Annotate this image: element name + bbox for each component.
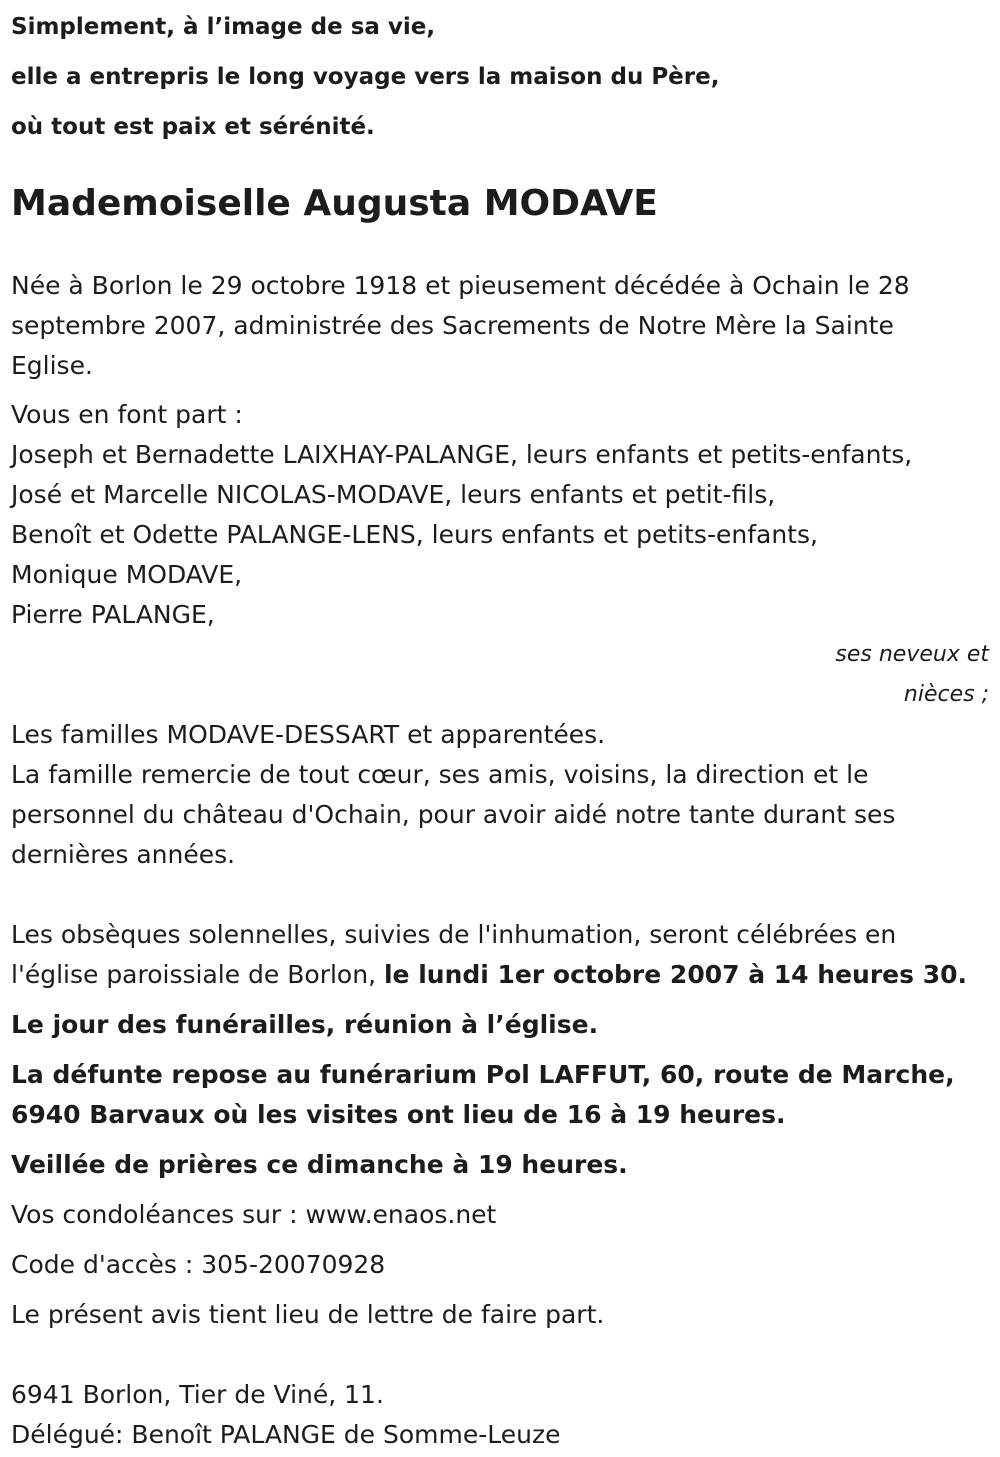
text-line: La défunte repose au funérarium Pol LAFFUT, 60, route de Marche, [11,1060,955,1089]
obituary-notice [11,0,991,1455]
funeral-paragraph [11,915,991,995]
rest-paragraph [11,1055,991,1135]
families-line: Les familles MODAVE-DESSART et apparentées. [11,720,606,749]
access-code-line: Code d'accès : 305-20070928 [11,1250,386,1279]
address-line: 6941 Borlon, Tier de Viné, 11. [11,1380,384,1409]
family-member: Benoît et Odette PALANGE-LENS, leurs enfants et petits-enfants, [11,520,818,549]
condolences-line: Vos condoléances sur : www.enaos.net [11,1200,497,1229]
intro-line: Simplement, à l’image de sa vie, [11,14,436,40]
intro-verse [11,2,991,152]
relation-line: nièces ; [903,682,989,707]
text-line: Eglise. [11,351,93,380]
relation-line: ses neveux et [835,642,989,667]
funeral-date: le lundi 1er octobre 2007 à 14 heures 30. [383,960,967,989]
relation-note [11,635,991,715]
intro-line: elle a entrepris le long voyage vers la maison du Père, [11,64,720,90]
deceased-name: Mademoiselle Augusta MODAVE [11,183,658,224]
family-member: Monique MODAVE, [11,560,243,589]
text-line: Les obsèques solennelles, suivies de l'inhumation, seront célébrées en [11,920,897,949]
announce-label: Vous en font part : [11,400,243,429]
text-line: Née à Borlon le 29 octobre 1918 et pieusement décédée à Ochain le 28 [11,271,910,300]
meeting-line: Le jour des funérailles, réunion à l’église. [11,1010,599,1039]
delegate-line: Délégué: Benoît PALANGE de Somme-Leuze [11,1420,561,1449]
text-line: 6940 Barvaux où les visites ont lieu de 16 à 19 heures. [11,1100,786,1129]
family-member: José et Marcelle NICOLAS-MODAVE, leurs enfants et petit-fils, [11,480,776,509]
family-announcement [11,395,991,755]
vigil-line: Veillée de prières ce dimanche à 19 heures. [11,1150,628,1179]
text-line: La famille remercie de tout cœur, ses amis, voisins, la direction et le [11,760,869,789]
family-member: Pierre PALANGE, [11,600,215,629]
text-line [11,955,991,995]
text-line: septembre 2007, administrée des Sacrements de Notre Mère la Sainte [11,311,894,340]
thanks-paragraph [11,755,991,875]
notice-line: Le présent avis tient lieu de lettre de faire part. [11,1300,605,1329]
text-line: personnel du château d'Ochain, pour avoir aidé notre tante durant ses [11,800,896,829]
birth-death-paragraph [11,266,991,386]
family-member: Joseph et Bernadette LAIXHAY-PALANGE, leurs enfants et petits-enfants, [11,440,913,469]
funeral-location: l'église paroissiale de Borlon, [11,960,384,989]
intro-line: où tout est paix et sérénité. [11,114,375,140]
text-line: dernières années. [11,840,236,869]
